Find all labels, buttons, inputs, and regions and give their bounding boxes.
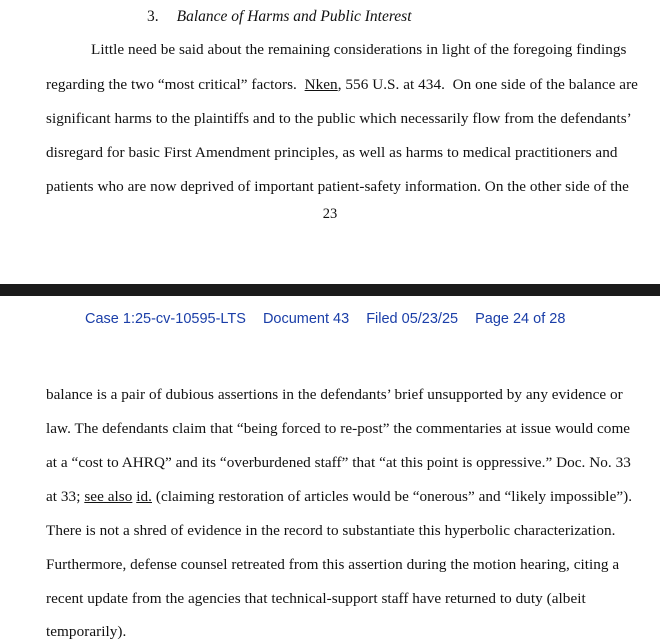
text-fragment: at 33; bbox=[46, 488, 85, 505]
signal-see-also: see also bbox=[84, 488, 133, 505]
case-citation: Nken bbox=[304, 76, 338, 93]
paragraph-line bbox=[46, 488, 632, 506]
paragraph-line: recent update from the agencies that technical-support staff have returned to duty (albeit bbox=[46, 590, 586, 607]
paragraph-line: at a “cost to AHRQ” and its “overburdened staff” that “at this point is oppressive.” Doc. No. 33 bbox=[46, 454, 631, 471]
filed-date: Filed 05/23/25 bbox=[366, 311, 459, 327]
paragraph-line: law. The defendants claim that “being forced to re-post” the commentaries at issue would come bbox=[46, 420, 631, 437]
case-header bbox=[85, 311, 565, 327]
paragraph-line: Furthermore, defense counsel retreated from this assertion during the motion hearing, citing a bbox=[46, 556, 620, 573]
section-number: 3. bbox=[147, 8, 159, 25]
page-number: 23 bbox=[322, 206, 338, 222]
case-number: Case 1:25-cv-10595-LTS bbox=[85, 311, 246, 327]
paragraph-line: disregard for basic First Amendment principles, as well as harms to medical practitioners and bbox=[46, 144, 618, 161]
document-number: Document 43 bbox=[262, 311, 350, 327]
paragraph-line: patients who are now deprived of important patient-safety information. On the other side of the bbox=[46, 178, 629, 195]
section-title: Balance of Harms and Public Interest bbox=[176, 8, 412, 25]
text-fragment: , 556 U.S. at 434. On one side of the balance are bbox=[337, 76, 638, 93]
section-heading bbox=[147, 8, 412, 26]
paragraph-line: Little need be said about the remaining considerations in light of the foregoing findings bbox=[91, 41, 627, 58]
paragraph-line bbox=[46, 76, 638, 94]
text-fragment: regarding the two “most critical” factors. bbox=[46, 76, 305, 93]
paragraph-line: significant harms to the plaintiffs and to the public which necessarily flow from the defendants’ bbox=[46, 110, 632, 127]
page-divider bbox=[0, 284, 660, 296]
paragraph-line: balance is a pair of dubious assertions in the defendants’ brief unsupported by any evidence or bbox=[46, 386, 623, 403]
page-indicator: Page 24 of 28 bbox=[475, 311, 566, 327]
text-fragment: (claiming restoration of articles would be “onerous” and “likely impossible”). bbox=[152, 488, 633, 505]
citation-id: id. bbox=[136, 488, 152, 505]
paragraph-line: temporarily). bbox=[46, 623, 127, 640]
paragraph-line: There is not a shred of evidence in the record to substantiate this hyperbolic characterization. bbox=[46, 522, 616, 539]
